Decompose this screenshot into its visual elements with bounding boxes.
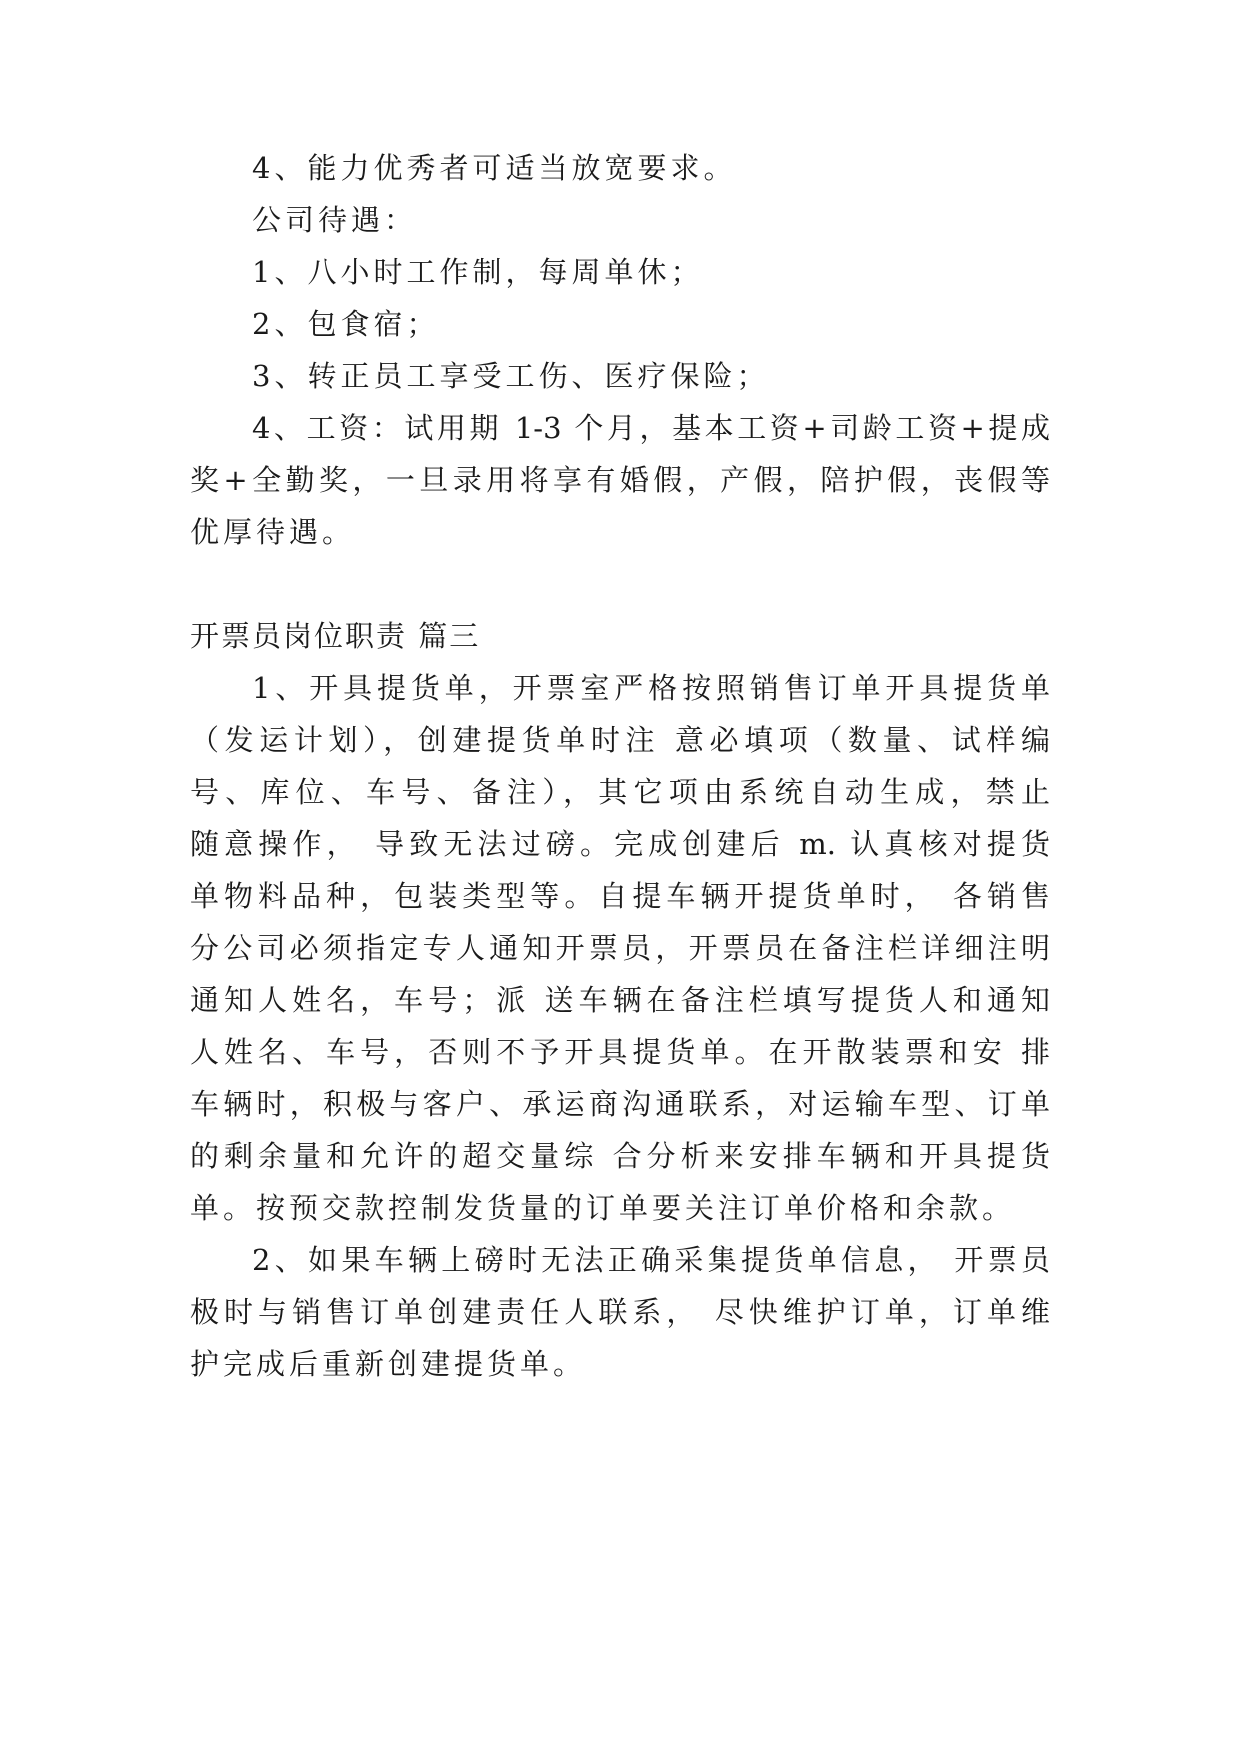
item-1-line-3: 号、库位、车号、备注），其它项由系统自动生成，禁止: [190, 775, 1050, 809]
item-2-line-3: 护完成后重新创建提货单。: [190, 1347, 587, 1381]
item-1-line-10: 的剩余量和允许的超交量综 合分析来安排车辆和开具提货: [190, 1139, 1050, 1173]
benefit-3: 3、转正员工享受工伤、医疗保险；: [252, 359, 770, 393]
requirement-4: 4、能力优秀者可适当放宽要求。: [252, 151, 737, 185]
item-1-line-4: 随意操作， 导致无法过磅。完成创建后 m. 认真核对提货: [190, 827, 1050, 861]
item-1-line-11: 单。按预交款控制发货量的订单要关注订单价格和余款。: [190, 1191, 1016, 1225]
item-2-line-1: 2、如果车辆上磅时无法正确采集提货单信息， 开票员: [252, 1243, 1050, 1277]
item-1-line-8: 人姓名、车号，否则不予开具提货单。在开散装票和安 排: [190, 1035, 1050, 1069]
benefit-2: 2、包食宿；: [252, 307, 440, 341]
benefit-4-line-3: 优厚待遇。: [190, 515, 356, 549]
section-heading: 开票员岗位职责 篇三: [190, 619, 481, 653]
item-1-line-9: 车辆时，积极与客户、承运商沟通联系，对运输车型、订单: [190, 1087, 1050, 1121]
item-1-line-7: 通知人姓名，车号；派 送车辆在备注栏填写提货人和通知: [190, 983, 1050, 1017]
benefits-title: 公司待遇：: [252, 203, 418, 237]
item-2-line-2: 极时与销售订单创建责任人联系， 尽快维护订单，订单维: [190, 1295, 1050, 1329]
benefit-4-line-1: 4、工资：试用期 1-3 个月，基本工资+司龄工资+提成: [252, 411, 1050, 445]
item-1-line-5: 单物料品种，包装类型等。自提车辆开提货单时， 各销售: [190, 879, 1050, 913]
item-1-line-2: （发运计划），创建提货单时注 意必填项（数量、试样编: [190, 723, 1050, 757]
benefit-4-line-2: 奖+全勤奖，一旦录用将享有婚假，产假，陪护假，丧假等: [190, 463, 1050, 497]
benefit-1: 1、八小时工作制，每周单休；: [252, 255, 704, 289]
item-1-line-6: 分公司必须指定专人通知开票员，开票员在备注栏详细注明: [190, 931, 1050, 965]
item-1-line-1: 1、开具提货单，开票室严格按照销售订单开具提货单: [252, 671, 1050, 705]
